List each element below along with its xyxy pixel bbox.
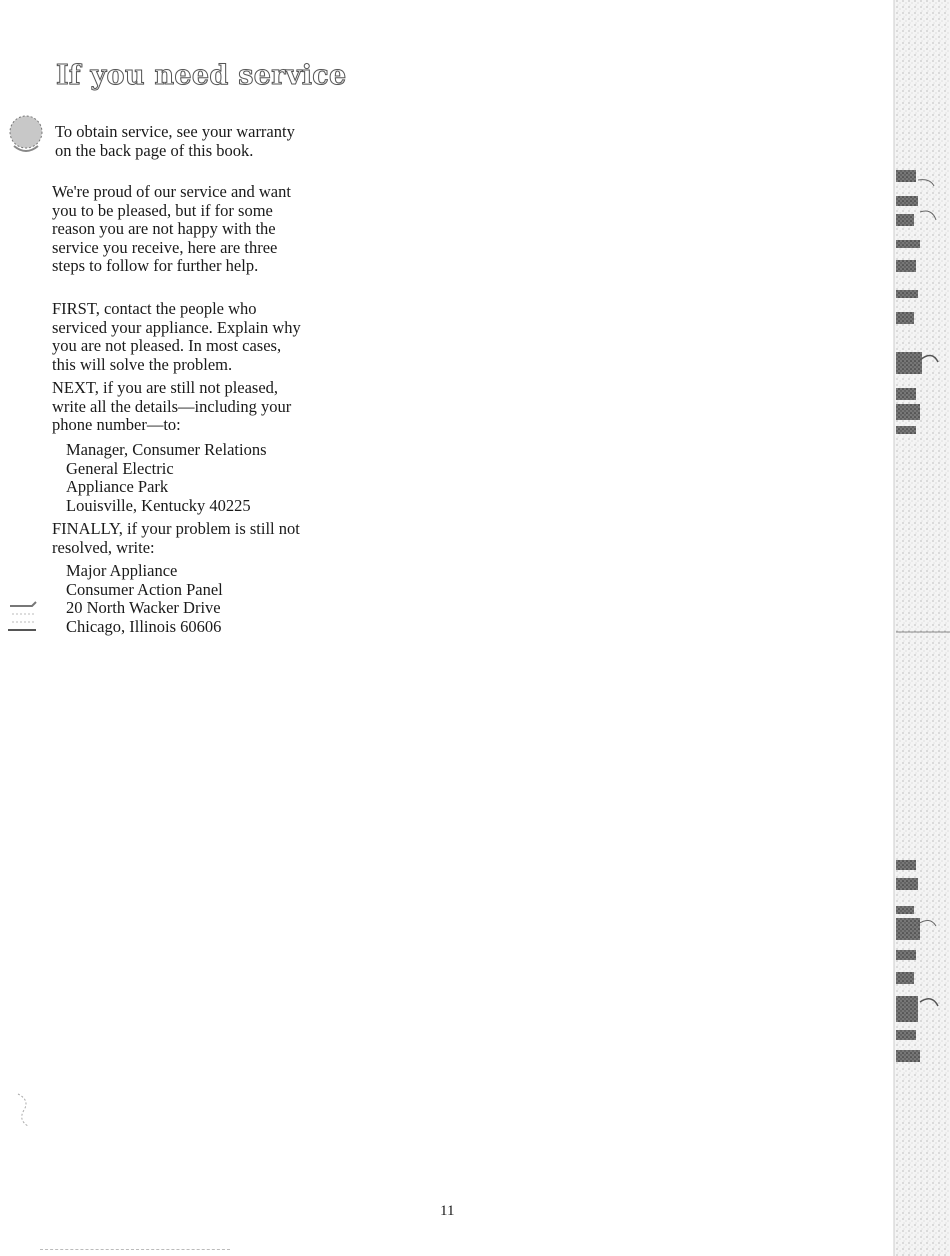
scanned-edge-strip xyxy=(890,0,950,1256)
address-line: General Electric xyxy=(66,458,174,478)
address-line: Chicago, Illinois 60606 xyxy=(66,616,222,636)
page-number: 11 xyxy=(440,1203,455,1219)
address-line: Manager, Consumer Relations xyxy=(66,440,267,459)
address-action-panel xyxy=(66,562,306,636)
address-line: Appliance Park xyxy=(66,477,169,496)
address-consumer-relations xyxy=(66,441,306,515)
margin-smudge-top xyxy=(6,112,46,158)
scan-artifact-rule xyxy=(40,1249,230,1250)
address-line: Louisville, Kentucky 40225 xyxy=(66,495,251,515)
address-line: Consumer Action Panel xyxy=(66,579,223,599)
paragraph-finally: FINALLY, if your problem is still not resolved, write: xyxy=(52,519,300,557)
paragraph-first: FIRST, contact the people who serviced your appliance. Explain why you are not pleased. In most cases, this will solve the problem. xyxy=(52,299,301,374)
page-title: If you need service xyxy=(56,60,347,91)
address-line: 20 North Wacker Drive xyxy=(66,598,221,617)
paragraph-proud: We're proud of our service and want you to be pleased, but if for some reason you are not happy with the service you receive, here are three steps to follow for further help. xyxy=(52,182,291,275)
paragraph-obtain-service: To obtain service, see your warranty on the back page of this book. xyxy=(55,122,295,160)
margin-smudge-middle xyxy=(6,598,40,636)
address-line: Major Appliance xyxy=(66,561,178,580)
margin-smudge-bottom xyxy=(12,1090,36,1130)
paragraph-next: NEXT, if you are still not pleased, write all the details—including your phone number—to: xyxy=(52,378,292,434)
